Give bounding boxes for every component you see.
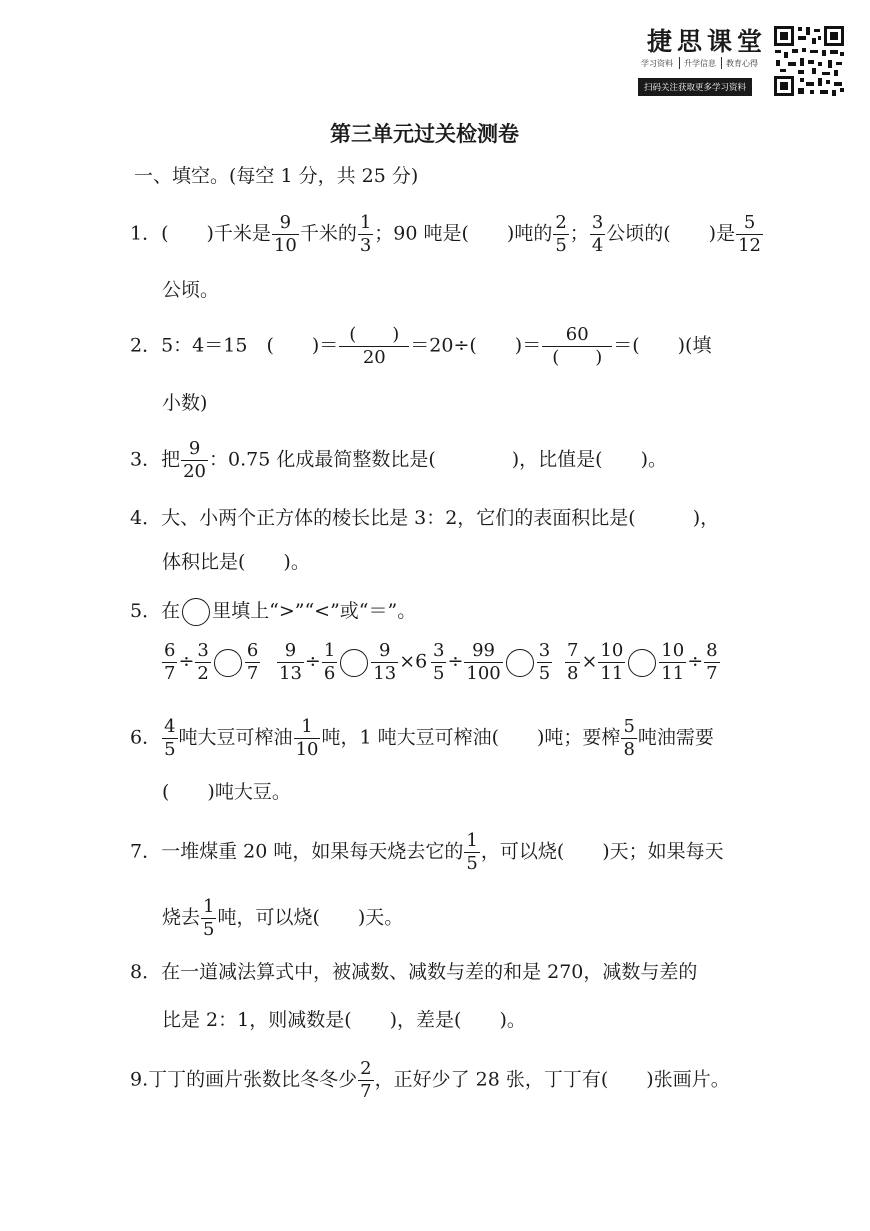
fraction: $\frac{3}{5}$ <box>538 640 551 684</box>
answer-circle[interactable] <box>340 649 368 677</box>
question-9 <box>130 1060 730 1101</box>
fraction: $\frac{5}{12}$ <box>738 212 761 256</box>
brand-scan-bar: 扫码关注获取更多学习资料 <box>638 78 752 96</box>
question-text: ＝20÷( )＝ <box>410 334 542 357</box>
question-7 <box>130 832 724 873</box>
fraction: $\frac{1}{10}$ <box>295 716 319 760</box>
question-text: 烧去 <box>162 906 201 929</box>
fraction: $\frac{3}{4}$ <box>591 212 604 256</box>
brand-divider <box>721 57 722 69</box>
fraction: $\frac{9}{20}$ <box>183 438 207 482</box>
question-text: 吨，可以烧( )天。 <box>217 906 404 929</box>
fraction: $\frac{10}{11}$ <box>661 640 685 684</box>
question-4-line2: 体积比是( )。 <box>162 551 310 573</box>
brand-divider <box>679 57 680 69</box>
question-text: 把 <box>161 448 181 471</box>
operator: ÷ <box>447 650 464 673</box>
question-text: ( )千米是 <box>161 222 271 245</box>
question-number: 3． <box>130 448 162 471</box>
fraction: $\frac{3}{5}$ <box>433 640 445 684</box>
fraction: $\frac{2}{7}$ <box>360 1058 372 1102</box>
question-number: 1． <box>130 222 162 245</box>
fraction: $\frac{4}{5}$ <box>164 716 176 760</box>
question-text: ；90 吨是( )吨的 <box>374 222 553 245</box>
fraction: $\frac{3}{2}$ <box>197 640 209 684</box>
fraction: $\frac{5}{8}$ <box>623 716 635 760</box>
question-text: ：0.75 化成最简整数比是( )，比值是( )。 <box>209 448 668 471</box>
operator: × <box>581 650 598 673</box>
question-text: 一堆煤重 20 吨，如果每天烧去它的 <box>161 840 464 863</box>
question-number: 8． <box>130 961 162 983</box>
question-text: ＝( )(填 <box>613 334 712 357</box>
fraction: $\frac{8}{7}$ <box>706 640 718 684</box>
fraction: $\frac{2}{5}$ <box>555 212 567 256</box>
fraction: $\frac{10}{11}$ <box>600 640 624 684</box>
question-text: ，正好少了 28 张，丁丁有( )张画片。 <box>374 1068 730 1091</box>
question-5 <box>130 598 416 626</box>
question-text: 吨油需要 <box>637 726 714 749</box>
brand-name: 捷思课堂 <box>647 27 768 56</box>
question-text: 在一道减法算式中，被减数、减数与差的和是 270，减数与差的 <box>161 961 698 983</box>
compare-item-4 <box>564 642 721 683</box>
fraction: $\frac{1}{5}$ <box>466 830 478 874</box>
question-4 <box>130 506 719 530</box>
fraction: $\frac{1}{3}$ <box>359 212 372 256</box>
brand-tag-education: 教育心得 <box>726 59 758 68</box>
fraction: $\frac{6}{7}$ <box>164 640 176 684</box>
fraction: $\frac{60}{( )}$ <box>542 326 612 367</box>
fraction: $\frac{99}{100}$ <box>466 640 501 684</box>
compare-item-1 <box>161 642 261 683</box>
question-text: 吨，1 吨大豆可榨油( )吨；要榨 <box>321 726 621 749</box>
question-text: ； <box>569 222 589 245</box>
brand-tag-admission: 升学信息 <box>684 59 716 68</box>
question-number: 4． <box>130 507 162 529</box>
question-7-line2 <box>162 898 403 939</box>
question-text: 在 <box>161 600 181 622</box>
fraction: $\frac{7}{8}$ <box>567 640 579 684</box>
fraction: $\frac{1}{5}$ <box>203 896 215 940</box>
answer-circle[interactable] <box>182 598 210 626</box>
fraction: $\frac{( )}{20}$ <box>339 326 409 367</box>
question-text: 丁丁的画片张数比冬冬少 <box>148 1068 358 1091</box>
question-text: ，可以烧( )天；如果每天 <box>480 840 724 863</box>
page-title: 第三单元过关检测卷 <box>330 122 519 146</box>
question-text: 吨大豆可榨油 <box>178 726 293 749</box>
question-6-line2: ( )吨大豆。 <box>162 781 291 803</box>
question-3 <box>130 440 667 481</box>
compare-item-2 <box>276 642 427 683</box>
question-number: 2． <box>130 334 162 357</box>
answer-circle[interactable] <box>628 649 656 677</box>
fraction: $\frac{6}{7}$ <box>246 640 259 684</box>
compare-item-3 <box>430 642 553 683</box>
question-8 <box>130 960 697 984</box>
question-8-line2: 比是 2：1，则减数是( )，差是( )。 <box>162 1009 526 1031</box>
answer-circle[interactable] <box>506 649 534 677</box>
question-number: 9. <box>130 1068 149 1091</box>
question-number: 7． <box>130 840 162 863</box>
answer-circle[interactable] <box>214 649 242 677</box>
question-text: 千米的 <box>299 222 357 245</box>
question-text: 公顷的( )是 <box>606 222 736 245</box>
operator: ÷ <box>178 650 195 673</box>
question-6 <box>130 718 714 759</box>
section-heading: 一、填空。(每空 1 分，共 25 分) <box>134 165 419 187</box>
qr-code[interactable] <box>772 24 846 98</box>
question-number: 6． <box>130 726 162 749</box>
operator: ÷ <box>687 650 704 673</box>
question-1-line2: 公顷。 <box>162 279 220 301</box>
question-text: 里填上“>”“<”或“＝”。 <box>212 600 417 622</box>
question-text: 5：4＝15 ( )＝ <box>161 334 339 357</box>
question-text: 大、小两个正方体的棱长比是 3：2，它们的表面积比是( )， <box>161 507 720 529</box>
fraction: $\frac{9}{13}$ <box>279 640 302 684</box>
question-1 <box>130 214 764 255</box>
question-2 <box>130 326 711 367</box>
question-2-line2: 小数) <box>162 392 208 414</box>
fraction: $\frac{9}{10}$ <box>273 212 297 256</box>
fraction: $\frac{1}{6}$ <box>323 640 336 684</box>
question-number: 5． <box>130 600 162 622</box>
operator: ÷ <box>304 650 321 673</box>
fraction: $\frac{9}{13}$ <box>373 640 397 684</box>
operator: ×6 <box>399 650 428 673</box>
brand-tag-study: 学习资料 <box>641 59 673 68</box>
